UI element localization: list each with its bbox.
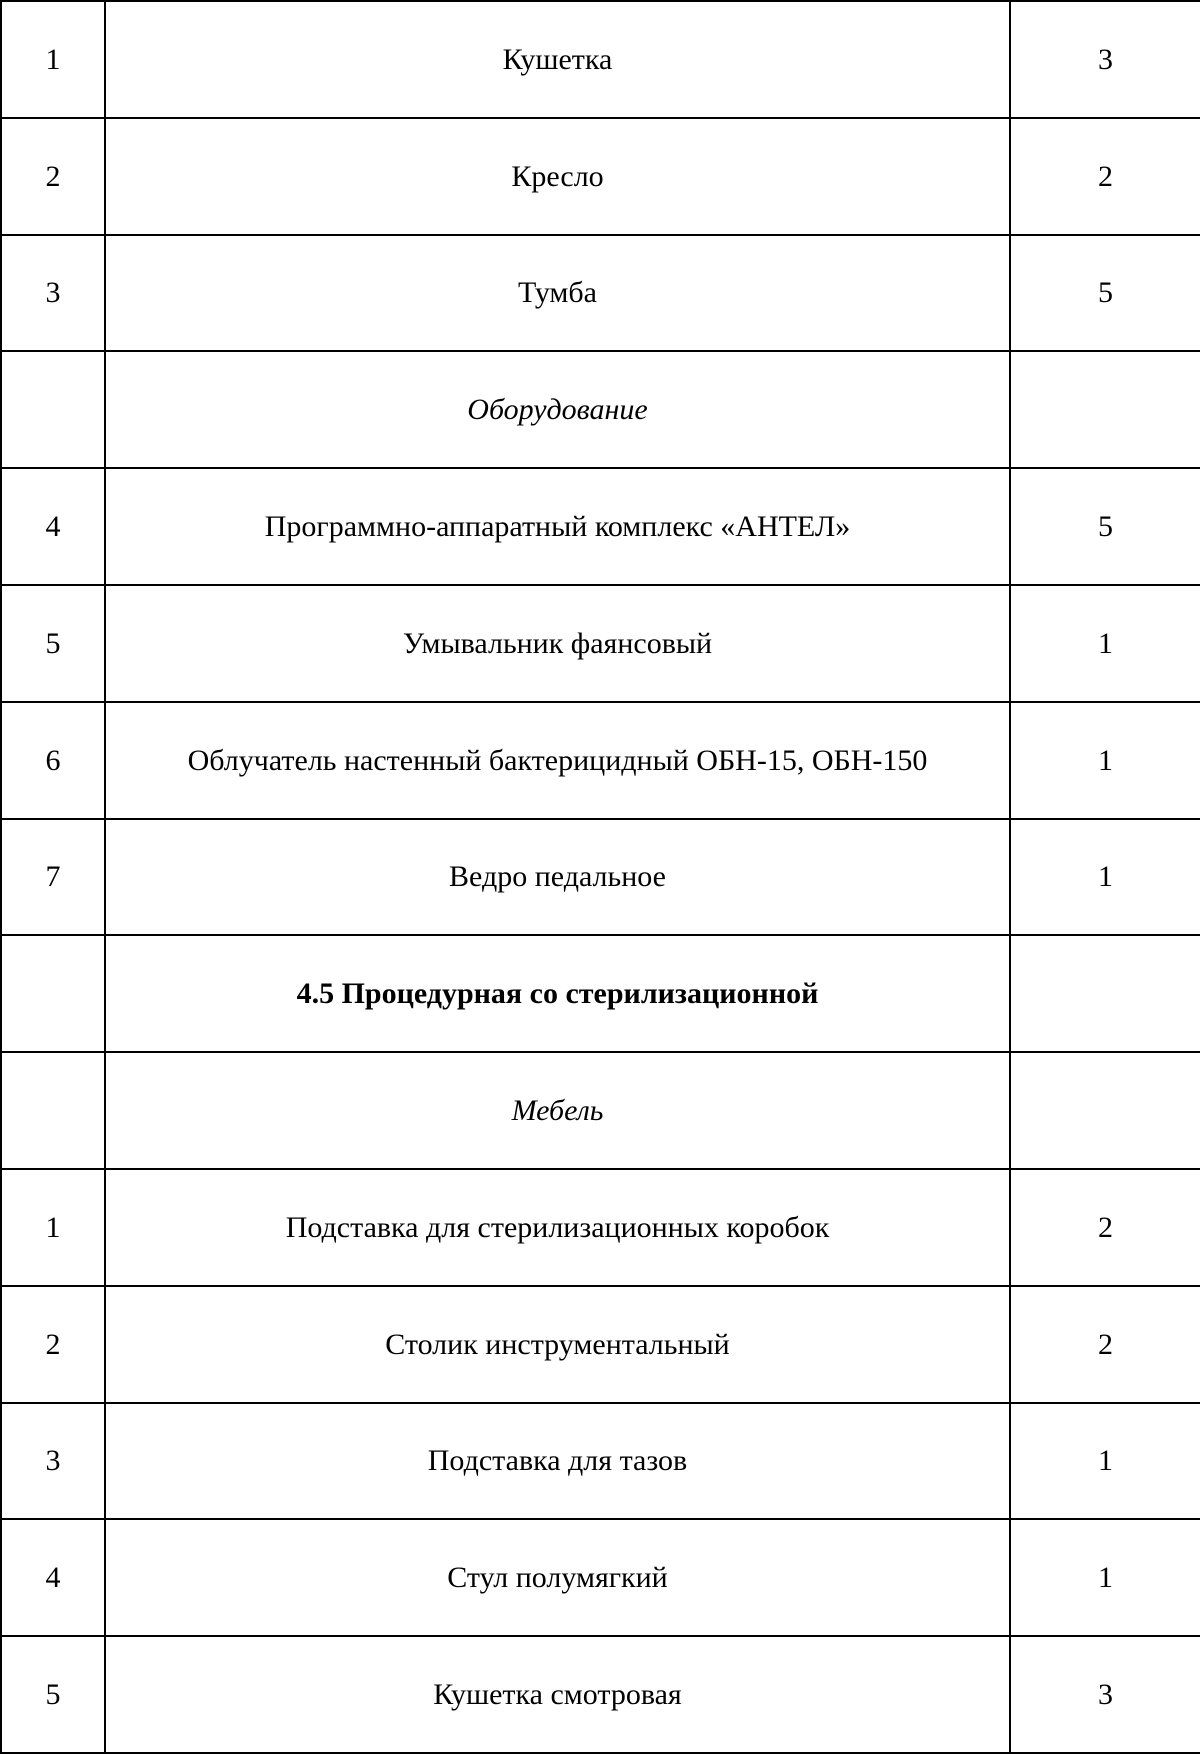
item-name: Кушетка xyxy=(105,1,1010,118)
section-heading: 4.5 Процедурная со стерилизационной xyxy=(105,935,1010,1052)
table-row xyxy=(1,702,1200,819)
item-name: Умывальник фаянсовый xyxy=(105,585,1010,702)
row-number xyxy=(1,935,105,1052)
row-number: 2 xyxy=(1,1286,105,1403)
table-row xyxy=(1,468,1200,585)
item-quantity: 1 xyxy=(1010,819,1200,936)
item-quantity: 1 xyxy=(1010,1403,1200,1520)
item-quantity: 1 xyxy=(1010,585,1200,702)
item-name: Кушетка смотровая xyxy=(105,1636,1010,1753)
table-row xyxy=(1,819,1200,936)
table-row xyxy=(1,118,1200,235)
item-quantity: 3 xyxy=(1010,1636,1200,1753)
section-subheading-row xyxy=(1,351,1200,468)
row-number: 1 xyxy=(1,1169,105,1286)
section-subheading-row xyxy=(1,1052,1200,1169)
row-number xyxy=(1,1052,105,1169)
item-name: Столик инструментальный xyxy=(105,1286,1010,1403)
item-quantity xyxy=(1010,935,1200,1052)
row-number: 3 xyxy=(1,235,105,352)
item-name: Стул полумягкий xyxy=(105,1519,1010,1636)
row-number: 5 xyxy=(1,585,105,702)
item-name: Ведро педальное xyxy=(105,819,1010,936)
row-number: 1 xyxy=(1,1,105,118)
table-row xyxy=(1,585,1200,702)
table-row xyxy=(1,1636,1200,1753)
item-quantity xyxy=(1010,1052,1200,1169)
table-row xyxy=(1,1,1200,118)
item-quantity: 1 xyxy=(1010,702,1200,819)
row-number xyxy=(1,351,105,468)
subheading-furniture: Мебель xyxy=(105,1052,1010,1169)
table-row xyxy=(1,1519,1200,1636)
row-number: 2 xyxy=(1,118,105,235)
item-quantity: 5 xyxy=(1010,468,1200,585)
item-name: Тумба xyxy=(105,235,1010,352)
item-name: Подставка для стерилизационных коробок xyxy=(105,1169,1010,1286)
table-row xyxy=(1,1403,1200,1520)
row-number: 4 xyxy=(1,468,105,585)
row-number: 6 xyxy=(1,702,105,819)
table-row xyxy=(1,1286,1200,1403)
item-name: Программно-аппаратный комплекс «АНТЕЛ» xyxy=(105,468,1010,585)
item-name: Подставка для тазов xyxy=(105,1403,1010,1520)
section-heading-row xyxy=(1,935,1200,1052)
item-quantity: 2 xyxy=(1010,118,1200,235)
item-quantity: 2 xyxy=(1010,1286,1200,1403)
item-quantity: 3 xyxy=(1010,1,1200,118)
item-quantity: 5 xyxy=(1010,235,1200,352)
item-name: Кресло xyxy=(105,118,1010,235)
item-quantity xyxy=(1010,351,1200,468)
equipment-table-body xyxy=(1,1,1200,1753)
item-quantity: 2 xyxy=(1010,1169,1200,1286)
table-row xyxy=(1,1169,1200,1286)
item-name: Облучатель настенный бактерицидный ОБН-15, ОБН-150 xyxy=(105,702,1010,819)
row-number: 3 xyxy=(1,1403,105,1520)
row-number: 4 xyxy=(1,1519,105,1636)
item-quantity: 1 xyxy=(1010,1519,1200,1636)
table-row xyxy=(1,235,1200,352)
row-number: 7 xyxy=(1,819,105,936)
subheading-equipment: Оборудование xyxy=(105,351,1010,468)
row-number: 5 xyxy=(1,1636,105,1753)
